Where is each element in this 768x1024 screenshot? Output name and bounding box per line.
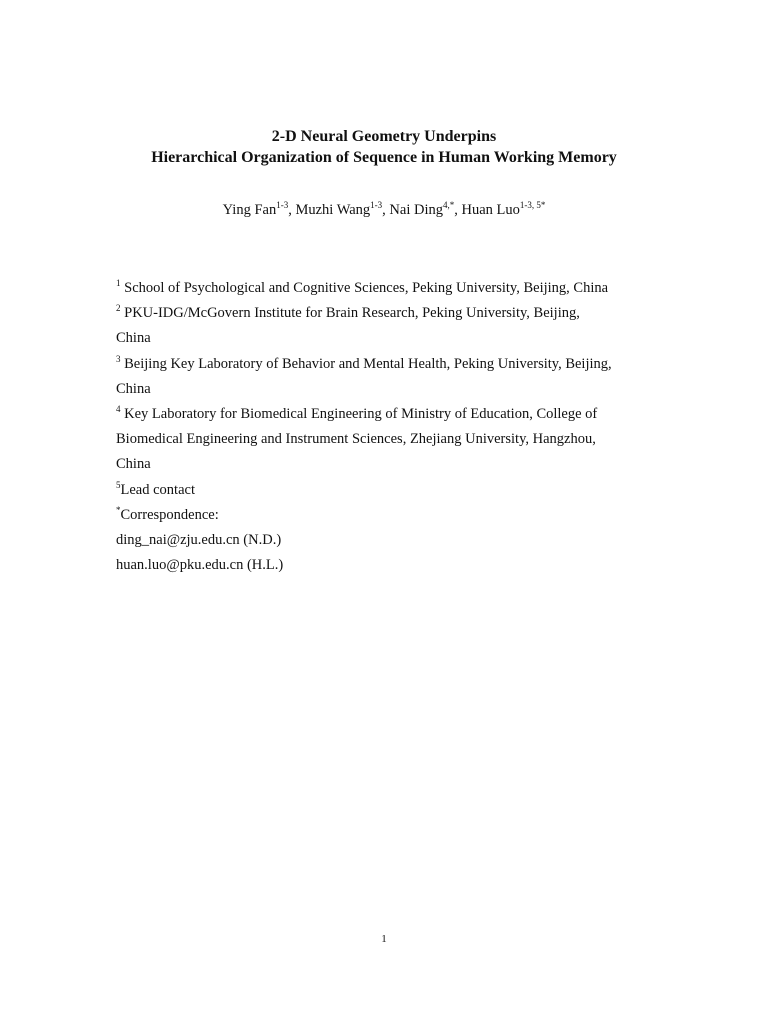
affiliation-4 — [116, 402, 656, 427]
author-name: Nai Ding — [389, 202, 443, 218]
author-affiliation-mark: 1-3 — [276, 200, 289, 210]
affiliation-4-continued: Biomedical Engineering and Instrument Sciences, Zhejiang University, Hangzhou, — [116, 431, 596, 448]
affiliation-text: School of Psychological and Cognitive Sciences, Peking University, Beijing, China — [124, 280, 609, 296]
correspondence-heading — [116, 503, 656, 528]
author-name: Huan Luo — [461, 202, 520, 218]
lead-contact-label: Lead contact — [120, 481, 195, 498]
affiliation-3-continued: China — [116, 380, 151, 397]
affiliation-2 — [116, 301, 656, 326]
affiliation-2-continued: China — [116, 330, 151, 347]
affiliation-3 — [116, 352, 656, 377]
affiliation-1 — [116, 276, 656, 301]
correspondence-mark: * — [116, 504, 121, 515]
lead-contact — [116, 478, 656, 503]
correspondence-email-1: ding_nai@zju.edu.cn (N.D.) — [116, 532, 282, 549]
affiliation-text: Key Laboratory for Biomedical Engineering of Ministry of Education, College of — [124, 406, 598, 423]
paper-title-line-2: Hierarchical Organization of Sequence in Human Working Memory — [151, 149, 617, 166]
paper-title-line-1: 2-D Neural Geometry Underpins — [271, 128, 497, 145]
affiliation-text: PKU-IDG/McGovern Institute for Brain Research, Peking University, Beijing, — [124, 305, 580, 322]
author-list — [0, 200, 768, 220]
correspondence-label: Correspondence: — [120, 506, 219, 523]
author-name: Ying Fan — [222, 202, 277, 218]
author-separator: , — [288, 202, 296, 218]
page-number: 1 — [381, 933, 387, 945]
author-affiliation-mark: 4,* — [442, 200, 455, 210]
affiliation-text: Beijing Key Laboratory of Behavior and Mental Health, Peking University, Beijing, — [124, 355, 612, 372]
affiliation-mark: 1 — [116, 278, 121, 288]
affiliation-mark: 4 — [116, 404, 121, 415]
author-name: Muzhi Wang — [295, 202, 371, 218]
affiliation-4-continued: China — [116, 456, 151, 473]
author-affiliation-mark: 1-3, 5* — [519, 200, 546, 210]
affiliation-list — [116, 276, 656, 578]
correspondence-email-2: huan.luo@pku.edu.cn (H.L.) — [116, 557, 284, 574]
author-separator: , — [454, 202, 462, 218]
lead-contact-mark: 5 — [116, 479, 121, 490]
affiliation-mark: 3 — [116, 353, 121, 364]
author-separator: , — [382, 202, 390, 218]
author-affiliation-mark: 1-3 — [370, 200, 383, 210]
affiliation-mark: 2 — [116, 303, 121, 314]
